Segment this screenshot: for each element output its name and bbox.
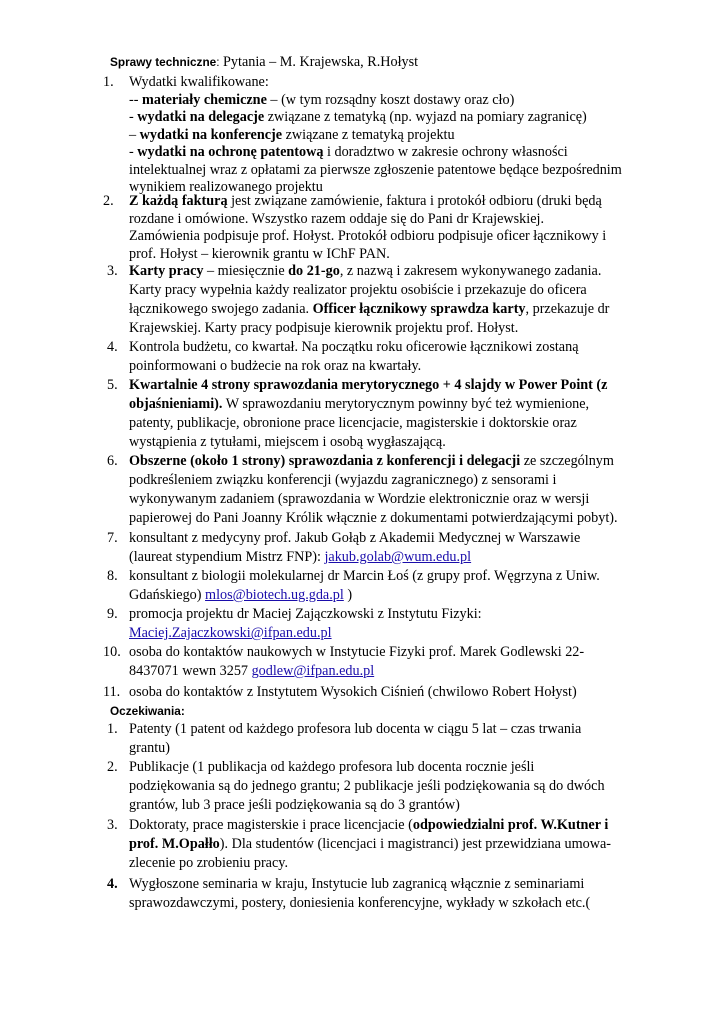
text-line: - wydatki na ochronę patentową i doradztwo w zakresie ochrony własności: [129, 144, 568, 160]
text-line: poinformowani o budżecie na rok oraz na kwartały.: [129, 358, 422, 374]
text-line: wykonywanym zadaniem (sprawozdania w Wordzie elektronicznie oraz w wersji: [129, 491, 590, 507]
header-text: Pytania – M. Krajewska, R.Hołyst: [219, 54, 419, 70]
item-number: 2.: [103, 193, 114, 209]
text-line: wynikiem realizowanego projektu: [129, 179, 323, 195]
item-number: 3.: [107, 817, 118, 833]
text-line: Krajewskiej. Karty pracy podpisuje kierownik projektu prof. Hołyst.: [129, 320, 519, 336]
text-line: papierowej do Pani Joanny Królik włącznie z dokumentami potwierdzającymi pobyt).: [129, 510, 618, 526]
email-link-godlewski[interactable]: godlew@ifpan.edu.pl: [251, 663, 375, 679]
item-number: 4.: [107, 876, 118, 892]
text-line: łącznikowego swojego zadania. Officer łącznikowy sprawdza karty, przekazuje dr: [129, 301, 610, 317]
item-number: 1.: [107, 721, 118, 737]
text-line: podziękowania są do jednego grantu; 2 publikacje jeśli podziękowania są do dwóch: [129, 778, 605, 794]
text-line: (laureat stypendium Mistrz FNP): jakub.golab@wum.edu.pl: [129, 549, 472, 565]
text-line: objaśnieniami). W sprawozdaniu merytorycznym powinny być też wymienione,: [129, 396, 590, 412]
text-line: – wydatki na konferencje związane z tematyką projektu: [129, 126, 455, 143]
item-number: 4.: [107, 339, 118, 355]
item-body: [129, 683, 634, 702]
text-line: grantu): [129, 740, 170, 756]
item-body: [129, 605, 634, 643]
item-body: [129, 875, 634, 913]
text-line: rozdane i omówione. Wszystko razem oddaje się do Pani dr Krajewskiej.: [129, 210, 544, 227]
text-line: Gdańskiego) mlos@biotech.ug.gda.pl ): [129, 587, 353, 603]
text-line: zlecenie po zrobieniu pracy.: [129, 855, 288, 871]
text-line: osoba do kontaktów z Instytutem Wysokich Ciśnień (chwilowo Robert Hołyst): [129, 684, 577, 700]
text-line: prof. Hołyst – kierownik grantu w IChF PAN.: [129, 245, 390, 262]
text-line: Karty pracy wypełnia każdy realizator projektu osobiście i przekazuje do oficera: [129, 282, 587, 298]
text-line: Doktoraty, prace magisterskie i prace licencjacie (odpowiedzialni prof. W.Kutner i: [129, 817, 609, 833]
text-line: grantów, lub 3 prace jeśli podziękowania są do 3 grantów): [129, 797, 460, 813]
item-body: [129, 816, 634, 873]
item-number: 5.: [107, 377, 118, 393]
text-line: Wydatki kwalifikowane:: [129, 74, 269, 90]
email-link-los[interactable]: mlos@biotech.ug.gda.pl: [205, 587, 344, 603]
text-line: konsultant z biologii molekularnej dr Marcin Łoś (z grupy prof. Węgrzyna z Uniw.: [129, 568, 600, 584]
text-line: sprawozdawczymi, postery, doniesienia konferencyjne, wykłady w szkołach etc.(: [129, 895, 591, 911]
text-line: Kontrola budżetu, co kwartał. Na początku roku oficerowie łącznikowi zostaną: [129, 339, 579, 355]
item-number: 3.: [107, 263, 118, 279]
text-line: Z każdą fakturą jest związane zamówienie, faktura i protokół odbioru (druki będą: [129, 193, 602, 209]
item-body: [129, 262, 634, 338]
section-title-expectations: Oczekiwania:: [110, 704, 185, 718]
item-number: 7.: [107, 530, 118, 546]
text-line: Karty pracy – miesięcznie do 21-go, z nazwą i zakresem wykonywanego zadania.: [129, 263, 602, 279]
text-line: Kwartalnie 4 strony sprawozdania merytorycznego + 4 slajdy w Power Point (z: [129, 377, 608, 393]
email-link-golab[interactable]: jakub.golab@wum.edu.pl: [324, 549, 472, 565]
item-number: 11.: [103, 684, 121, 700]
text-line: Wygłoszone seminaria w kraju, Instytucie lub zagranicą włącznie z seminariami: [129, 876, 585, 892]
text-line: Obszerne (około 1 strony) sprawozdania z konferencji i delegacji ze szczególnym: [129, 453, 614, 469]
text-line: intelektualnej wraz z opłatami za pierwsze zgłoszenie patentowe będące bezpośrednim: [129, 161, 622, 178]
text-line: - wydatki na delegacje związane z tematyką (np. wyjazd na pomiary zagranicę): [129, 109, 587, 125]
text-line: Publikacje (1 publikacja od każdego profesora lub docenta rocznie jeśli: [129, 759, 535, 775]
item-number: 1.: [103, 74, 114, 90]
item-body: [129, 529, 634, 567]
item-number: 10.: [103, 644, 121, 660]
item-body: [129, 376, 634, 452]
text-line: -- materiały chemiczne – (w tym rozsądny koszt dostawy oraz cło): [129, 91, 515, 108]
text-line: prof. M.Opałło). Dla studentów (licencjaci i magistranci) jest przewidziana umowa-: [129, 836, 611, 852]
text-line: Patenty (1 patent od każdego profesora lub docenta w ciągu 5 lat – czas trwania: [129, 721, 582, 737]
text-line: 8437071 wewn 3257 godlew@ifpan.edu.pl: [129, 663, 375, 679]
item-number: 2.: [107, 759, 118, 775]
item-body: [129, 193, 634, 263]
text-line: [129, 624, 634, 643]
item-body: [129, 567, 634, 605]
item-body: [129, 758, 634, 815]
header-label: Sprawy techniczne: [110, 55, 217, 69]
header-colon: :: [216, 55, 220, 69]
item-number: 6.: [107, 453, 118, 469]
header-line: [110, 54, 418, 71]
item-body: [129, 720, 634, 758]
item-body: [129, 452, 634, 528]
text-line: konsultant z medycyny prof. Jakub Gołąb z Akademii Medycznej w Warszawie: [129, 530, 581, 546]
text-line: wystąpienia z tytułami, miejscem i osobą wygłaszającą.: [129, 434, 446, 450]
item-body: [129, 338, 634, 376]
item-body: [129, 74, 634, 197]
item-body: [129, 643, 634, 681]
text-line: podkreśleniem związku konferencji (wyjazdu zagranicznego) z sensorami i: [129, 472, 557, 488]
text-line: promocja projektu dr Maciej Zajączkowski z Instytutu Fizyki:: [129, 606, 482, 622]
item-number: 8.: [107, 568, 118, 584]
text-line: Zamówienia podpisuje prof. Hołyst. Protokół odbioru podpisuje oficer łącznikowy i: [129, 228, 607, 244]
text-line: osoba do kontaktów naukowych w Instytucie Fizyki prof. Marek Godlewski 22-: [129, 644, 585, 660]
text-line: patenty, publikacje, obronione prace licencjacie, magisterskie i doktorskie oraz: [129, 415, 577, 431]
email-link-zajaczkowski[interactable]: Maciej.Zajaczkowski@ifpan.edu.pl: [129, 625, 332, 641]
item-number: 9.: [107, 606, 118, 622]
